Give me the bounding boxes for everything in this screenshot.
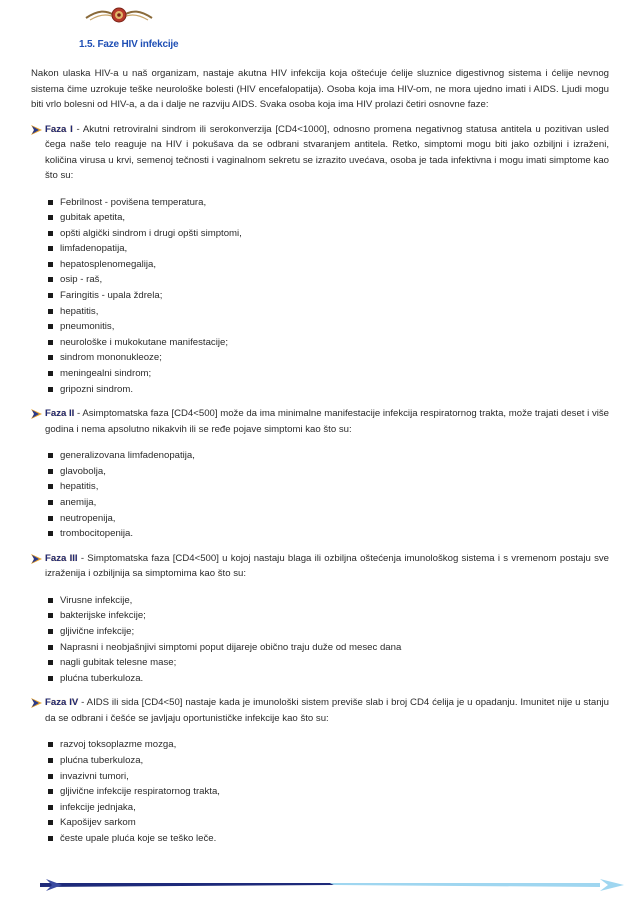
list-item-text: Naprasni i neobjašnjivi simptomi poput dijareje obično traju duže od mesec dana: [60, 641, 402, 653]
arrow-bullet-icon: [31, 125, 42, 135]
phase-block: [31, 551, 609, 687]
list-item: [48, 831, 609, 847]
list-item: [48, 382, 609, 398]
phase-heading: [31, 551, 609, 582]
phase-block: [31, 406, 609, 542]
phase-description: - Akutni retroviralni sindrom ili serokonverzija [CD4<1000], odnosno promena negativnog statusa antitela u pozitivan usled čega naše telo reaguje na HIV i pokušava da se odbrani stvaranjem antitela. Retko, simptomi mogu biti jako ozbiljni i izraženi, količina virusa u krvi, semenoj tečnosti i vaginalnom sekretu se izrazito uvećava, osoba je tada infektivna i mogu imati simptome kao što su:: [45, 123, 609, 181]
list-item-text: gljivične infekcije respiratornog trakta,: [60, 786, 220, 798]
footer-decorative-bar: [0, 877, 638, 891]
square-bullet-icon: [48, 484, 53, 489]
square-bullet-icon: [48, 598, 53, 603]
list-item: [48, 335, 609, 351]
list-item-text: Kapošijev sarkom: [60, 817, 136, 829]
list-item-text: invazivni tumori,: [60, 770, 129, 782]
list-item: [48, 195, 609, 211]
list-item-text: infekcije jednjaka,: [60, 801, 136, 813]
symptom-list: [31, 737, 609, 846]
square-bullet-icon: [48, 820, 53, 825]
list-item-text: trombocitopenija.: [60, 528, 134, 540]
square-bullet-icon: [48, 231, 53, 236]
list-item-text: Febrilnost - povišena temperatura,: [60, 196, 207, 208]
symptom-list: [31, 448, 609, 542]
square-bullet-icon: [48, 516, 53, 521]
list-item: [48, 350, 609, 366]
square-bullet-icon: [48, 774, 53, 779]
square-bullet-icon: [48, 309, 53, 314]
phase-description: - AIDS ili sida [CD4<50] nastaje kada je imunološki sistem previše slab i broj CD4 ćelija je u opadanju. Imunitet nije u stanju da se odbrani i češće se javljaju oportunističke infekcije kao što su:: [45, 697, 609, 724]
list-item-text: opšti algički sindrom i drugi opšti simptomi,: [60, 227, 242, 239]
list-item: [48, 304, 609, 320]
phase-heading: [31, 122, 609, 184]
square-bullet-icon: [48, 371, 53, 376]
phase-name: Faza II: [45, 408, 75, 420]
phase-block: [31, 695, 609, 846]
square-bullet-icon: [48, 277, 53, 282]
phase-description: - Asimptomatska faza [CD4<500] može da ima minimalne manifestacije infekcija respiratornog trakta, može trajati deset i više godina i nema apsolutno nikakvih ili se ređe pojave simptomi kao što su:: [45, 408, 610, 435]
square-bullet-icon: [48, 789, 53, 794]
list-item-text: plućna tuberkuloza.: [60, 672, 144, 684]
list-item: [48, 226, 609, 242]
list-item: [48, 769, 609, 785]
phase-name: Faza IV: [45, 697, 79, 709]
phase-name: Faza I: [45, 123, 73, 135]
phase-list: [31, 122, 609, 847]
list-item: [48, 210, 609, 226]
square-bullet-icon: [48, 340, 53, 345]
list-item-text: meningealni sindrom;: [60, 368, 152, 380]
list-item: [48, 753, 609, 769]
phase-heading: [31, 695, 609, 726]
square-bullet-icon: [48, 836, 53, 841]
list-item: [48, 272, 609, 288]
list-item: [48, 784, 609, 800]
list-item-text: neurološke i mukokutane manifestacije;: [60, 336, 228, 348]
list-item-text: razvoj toksoplazme mozga,: [60, 739, 177, 751]
list-item-text: gripozni sindrom.: [60, 383, 134, 395]
symptom-list: [31, 195, 609, 398]
list-item: [48, 464, 609, 480]
list-item-text: nagli gubitak telesne mase;: [60, 657, 177, 669]
square-bullet-icon: [48, 500, 53, 505]
list-item-text: glavobolja,: [60, 465, 106, 477]
list-item: [48, 366, 609, 382]
phase-name: Faza III: [45, 552, 78, 564]
square-bullet-icon: [48, 531, 53, 536]
square-bullet-icon: [48, 246, 53, 251]
list-item: [48, 288, 609, 304]
list-item: [48, 671, 609, 687]
list-item-text: hepatosplenomegalija,: [60, 258, 157, 270]
list-item-text: anemija,: [60, 497, 97, 508]
square-bullet-icon: [48, 200, 53, 205]
list-item: [48, 608, 609, 624]
list-item: [48, 640, 609, 656]
intro-paragraph: Nakon ulaska HIV-a u naš organizam, nastaje akutna HIV infekcija koja oštećuje ćelije sluznice digestivnog sistema i ćelije nevnog sistema čime uzrokuje teške neurološke bolesti (HIV encefalopatija). Osoba koja ima HIV-om, ne mora ujedno imati i AIDS. Ljudi mogu biti vrlo bolesni od HIV-a, a da i dalje ne razviju AIDS. Svaka osoba koja ima HIV prolazi četiri osnovne faze:: [31, 68, 609, 110]
square-bullet-icon: [48, 355, 53, 360]
list-item-text: hepatitis,: [60, 305, 99, 317]
phase-description: - Simptomatska faza [CD4<500] u kojoj nastaju blaga ili ozbiljna oštećenja imunološkog sistema i s vremenom postaju sve izraženija i ozbiljnija sa simptomima kao što su:: [45, 552, 609, 580]
list-item-text: Virusne infekcije,: [60, 594, 133, 606]
list-item: [48, 800, 609, 816]
list-item: [48, 257, 609, 273]
list-item: [48, 448, 609, 464]
list-item-text: plućna tuberkuloza,: [60, 754, 144, 766]
square-bullet-icon: [48, 387, 53, 392]
square-bullet-icon: [48, 758, 53, 763]
square-bullet-icon: [48, 469, 53, 474]
list-item: [48, 319, 609, 335]
list-item-text: osip - raš,: [60, 274, 103, 286]
list-item: [48, 495, 609, 511]
list-item: [48, 479, 609, 495]
phase-block: [31, 122, 609, 398]
list-item-text: limfadenopatija,: [60, 243, 128, 255]
square-bullet-icon: [48, 645, 53, 650]
list-item: [48, 624, 609, 640]
arrow-bullet-icon: [31, 698, 42, 708]
square-bullet-icon: [48, 742, 53, 747]
list-item-text: neutropenija,: [60, 512, 116, 524]
phase-heading: [31, 406, 609, 437]
symptom-list: [31, 593, 609, 687]
list-item-text: gljivične infekcije;: [60, 625, 135, 637]
square-bullet-icon: [48, 629, 53, 634]
square-bullet-icon: [48, 293, 53, 298]
square-bullet-icon: [48, 805, 53, 810]
list-item-text: hepatitis,: [60, 481, 99, 493]
list-item-text: pneumonitis,: [60, 321, 115, 333]
list-item: [48, 511, 609, 527]
list-item: [48, 241, 609, 257]
decorative-ribbon-emblem-icon: [84, 4, 154, 26]
list-item-text: generalizovana limfadenopatija,: [60, 450, 195, 462]
square-bullet-icon: [48, 660, 53, 665]
section-title: 1.5. Faze HIV infekcije: [79, 39, 179, 50]
arrow-bullet-icon: [31, 554, 42, 564]
square-bullet-icon: [48, 324, 53, 329]
list-item-text: bakterijske infekcije;: [60, 610, 146, 622]
square-bullet-icon: [48, 453, 53, 458]
list-item: [48, 655, 609, 671]
list-item-text: Faringitis - upala ždrela;: [60, 290, 163, 302]
square-bullet-icon: [48, 262, 53, 267]
list-item-text: gubitak apetita,: [60, 212, 126, 224]
square-bullet-icon: [48, 613, 53, 618]
list-item-text: sindrom mononukleoze;: [60, 352, 162, 364]
document-body: [31, 66, 609, 847]
list-item: [48, 737, 609, 753]
list-item: [48, 815, 609, 831]
arrow-bullet-icon: [31, 409, 42, 419]
square-bullet-icon: [48, 676, 53, 681]
list-item-text: česte upale pluća koje se teško leče.: [60, 832, 217, 844]
square-bullet-icon: [48, 215, 53, 220]
list-item: [48, 526, 609, 542]
list-item: [48, 593, 609, 609]
